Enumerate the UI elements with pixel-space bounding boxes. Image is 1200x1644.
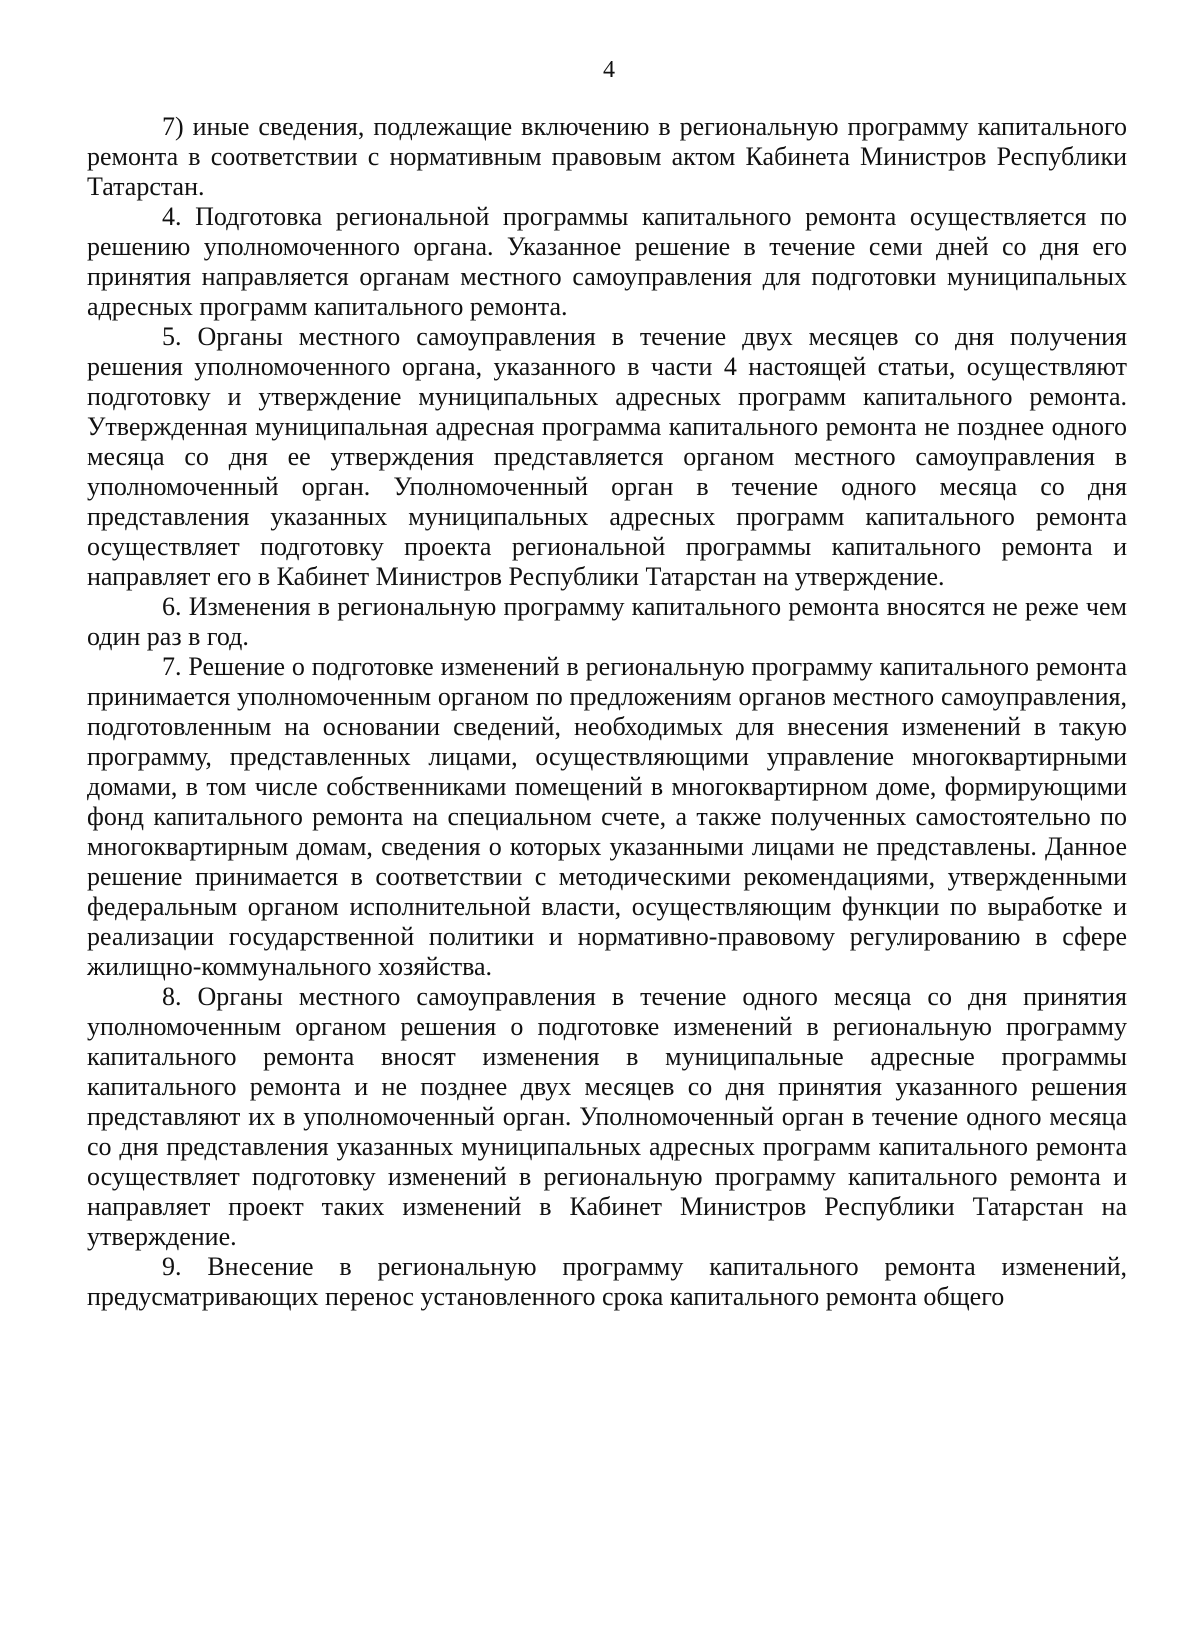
paragraph-part-9: 9. Внесение в региональную программу капитального ремонта изменений, предусматривающих перенос установленного срока капитального ремонта общего bbox=[87, 1252, 1127, 1311]
document-body bbox=[87, 112, 1127, 1312]
page-number: 4 bbox=[603, 57, 615, 83]
paragraph-part-7: 7. Решение о подготовке изменений в региональную программу капитального ремонта принимается уполномоченным органом по предложениям органов местного самоуправления, подготовленным на основании сведений, необходимых для внесения изменений в такую программу, представленных лицами, осуществляющими управление многоквартирными домами, в том числе собственниками помещений в многоквартирном доме, формирующими фонд капитального ремонта на специальном счете, а также полученных самостоятельно по многоквартирным домам, сведения о которых указанными лицами не представлены. Данное решение принимается в соответствии с методическими рекомендациями, утвержденными федеральным органом исполнительной власти, осуществляющим функции по выработке и реализации государственной политики и нормативно-правовому регулированию в сфере жилищно-коммунального хозяйства. bbox=[87, 652, 1127, 981]
paragraph-part-8: 8. Органы местного самоуправления в течение одного месяца со дня принятия уполномоченным органом решения о подготовке изменений в региональную программу капитального ремонта вносят изменения в муниципальные адресные программы капитального ремонта и не позднее двух месяцев со дня принятия указанного решения представляют их в уполномоченный орган. Уполномоченный орган в течение одного месяца со дня представления указанных муниципальных адресных программ капитального ремонта осуществляет подготовку изменений в региональную программу капитального ремонта и направляет проект таких изменений в Кабинет Министров Республики Татарстан на утверждение. bbox=[87, 982, 1127, 1251]
paragraph-part-5: 5. Органы местного самоуправления в течение двух месяцев со дня получения решения уполномоченного органа, указанного в части 4 настоящей статьи, осуществляют подготовку и утверждение муниципальных адресных программ капитального ремонта. Утвержденная муниципальная адресная программа капитального ремонта не позднее одного месяца со дня ее утверждения представляется органом местного самоуправления в уполномоченный орган. Уполномоченный орган в течение одного месяца со дня представления указанных муниципальных адресных программ капитального ремонта осуществляет подготовку проекта региональной программы капитального ремонта и направляет его в Кабинет Министров Республики Татарстан на утверждение. bbox=[87, 322, 1127, 591]
paragraph-part-6: 6. Изменения в региональную программу капитального ремонта вносятся не реже чем один раз в год. bbox=[87, 592, 1127, 651]
paragraph-item-7: 7) иные сведения, подлежащие включению в региональную программу капитального ремонта в соответствии с нормативным правовым актом Кабинета Министров Республики Татарстан. bbox=[87, 112, 1127, 201]
paragraph-part-4: 4. Подготовка региональной программы капитального ремонта осуществляется по решению уполномоченного органа. Указанное решение в течение семи дней со дня его принятия направляется органам местного самоуправления для подготовки муниципальных адресных программ капитального ремонта. bbox=[87, 202, 1127, 321]
